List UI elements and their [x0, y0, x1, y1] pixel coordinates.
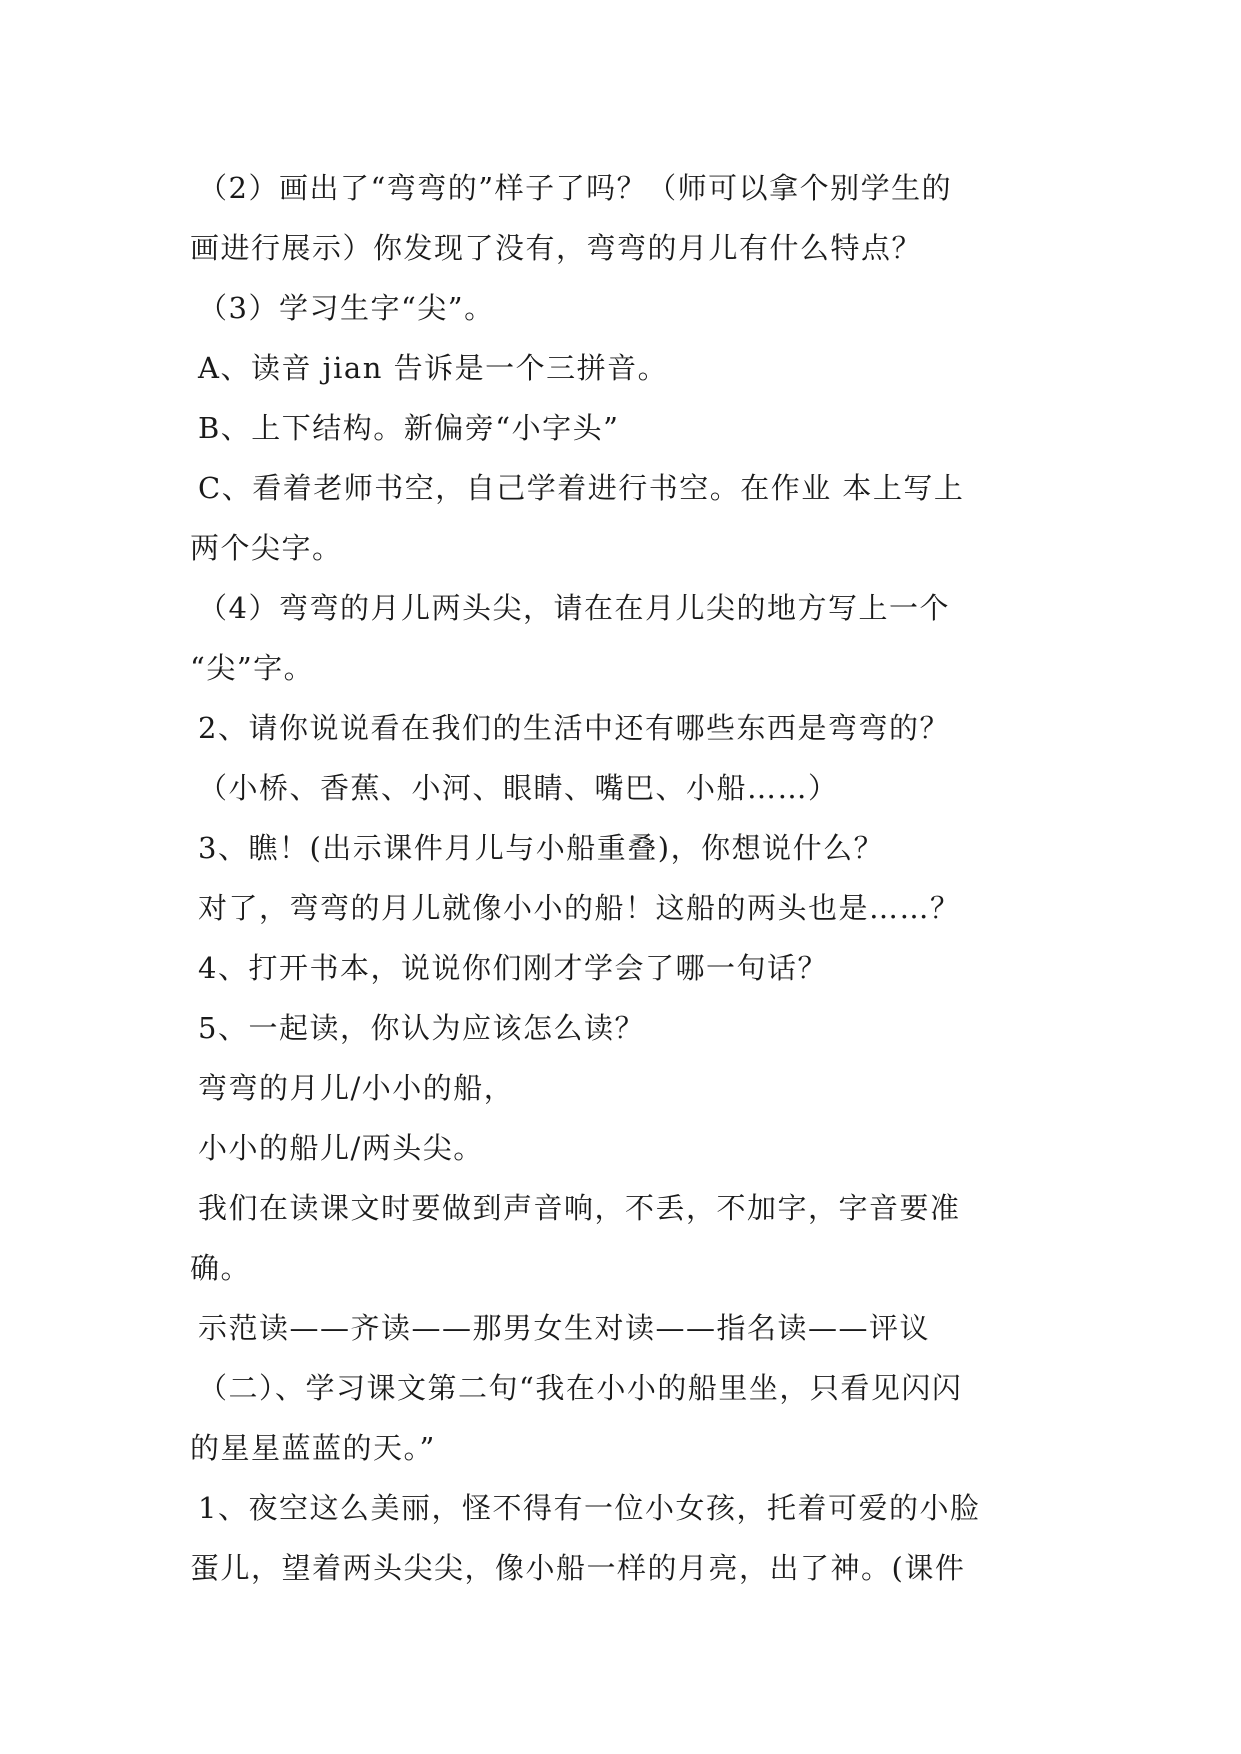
text-line: B、上下结构。新偏旁“小字头” [198, 411, 620, 445]
text-line: 小小的船儿/两头尖。 [198, 1131, 484, 1165]
text-line: “尖”字。 [190, 651, 315, 685]
text-line: A、读音 jian 告诉是一个三拼音。 [198, 351, 669, 385]
text-line: 画进行展示）你发现了没有，弯弯的月儿有什么特点？ [190, 231, 923, 265]
text-line: 蛋儿，望着两头尖尖，像小船一样的月亮，出了神。(课件 [190, 1551, 966, 1585]
text-line: 1、夜空这么美丽，怪不得有一位小女孩，托着可爱的小脸 [198, 1491, 981, 1525]
text-line: 4、打开书本，说说你们刚才学会了哪一句话？ [198, 951, 828, 985]
text-line: 两个尖字。 [190, 531, 343, 565]
text-line: （4）弯弯的月儿两头尖，请在在月儿尖的地方写上一个 [198, 591, 950, 625]
text-line: 5、一起读，你认为应该怎么读？ [198, 1011, 645, 1045]
text-line: 3、瞧！(出示课件月儿与小船重叠)，你想说什么？ [198, 831, 885, 865]
text-line: 示范读——齐读——那男女生对读——指名读——评议 [198, 1311, 931, 1345]
text-line: 弯弯的月儿/小小的船， [198, 1071, 515, 1105]
text-line: 对了，弯弯的月儿就像小小的船！这船的两头也是……？ [198, 891, 961, 925]
text-line: C、看着老师书空，自己学着进行书空。在作业 本上写上 [198, 471, 965, 505]
text-line: （2）画出了“弯弯的”样子了吗？（师可以拿个别学生的 [198, 171, 953, 205]
text-line: （3）学习生字“尖”。 [198, 291, 495, 325]
text-line: 我们在读课文时要做到声音响，不丢，不加字，字音要准 [198, 1191, 961, 1225]
text-line: （二）、学习课文第二句“我在小小的船里坐，只看见闪闪 [198, 1371, 963, 1405]
text-line: 的星星蓝蓝的天。” [190, 1431, 436, 1465]
text-line: 确。 [190, 1251, 252, 1285]
text-line: （小桥、香蕉、小河、眼睛、嘴巴、小船……） [198, 771, 839, 805]
document-body [190, 158, 1060, 1598]
text-line: 2、请你说说看在我们的生活中还有哪些东西是弯弯的？ [198, 711, 950, 745]
